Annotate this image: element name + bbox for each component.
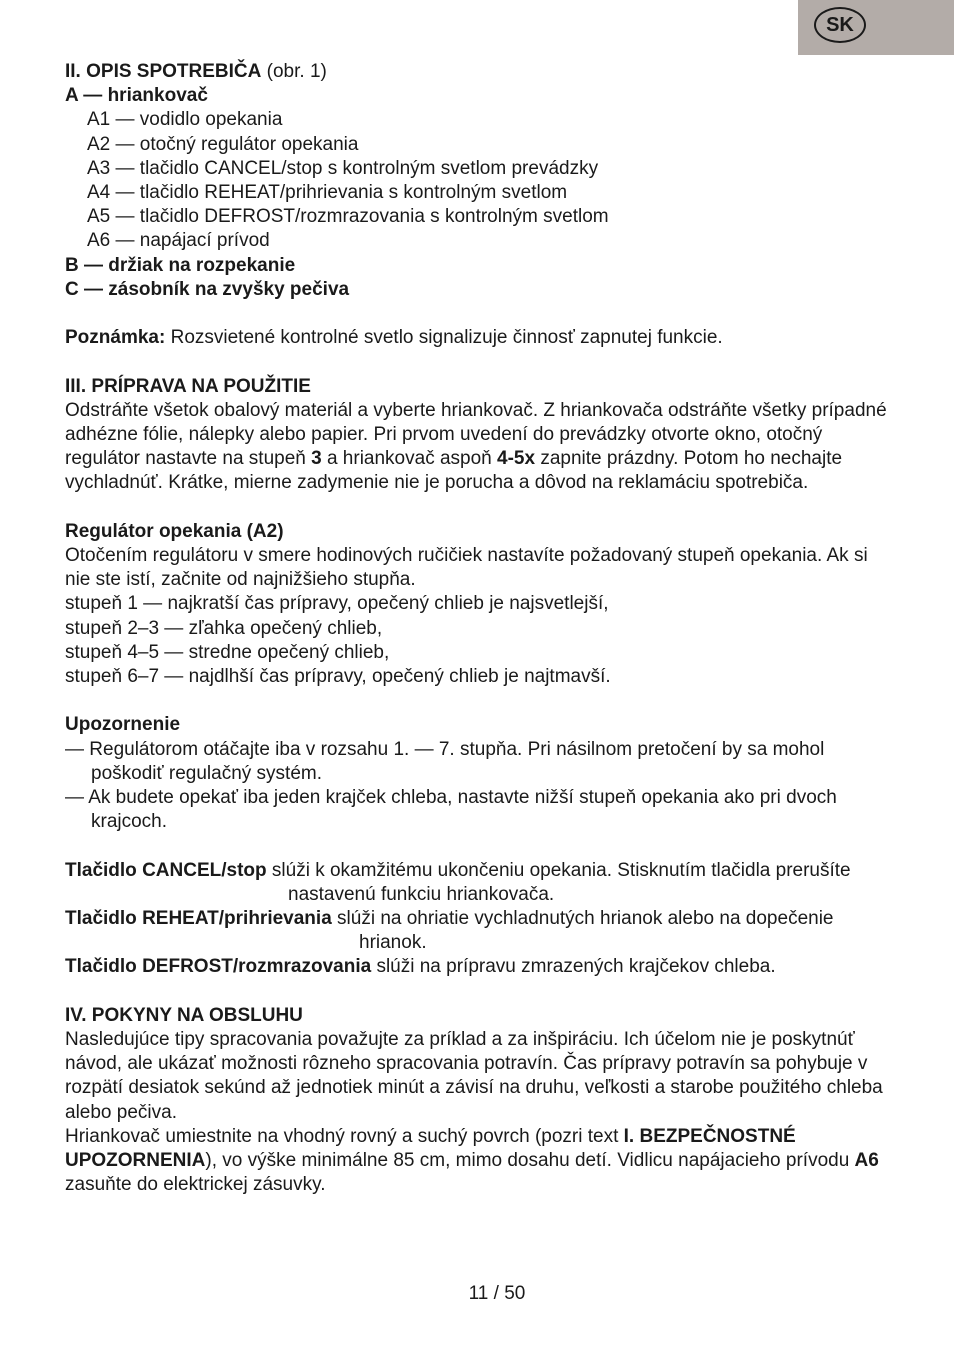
preparation-text-3: zapnite prázdny. Potom ho nechajte vychladnúť. Krátke, mierne zadymenie nie je porucha a dôvod na reklamáciu spotrebiča.	[65, 448, 843, 494]
operation-paragraph-2	[65, 1125, 895, 1198]
defrost-button-text: slúži na prípravu zmrazených krajčekov chleba.	[371, 956, 776, 978]
defrost-button-description	[65, 955, 895, 979]
page-number: 11 / 50	[468, 1283, 526, 1304]
warning-heading: Upozornenie	[65, 714, 181, 736]
page-content	[65, 60, 895, 1197]
operation-text-3: zasuňte do elektrickej zásuvky.	[65, 1174, 326, 1196]
defrost-button-label: Tlačidlo DEFROST/rozmrazovania	[65, 956, 372, 978]
part-a6: A6 — napájací prívod	[87, 230, 270, 252]
section-heading-preparation: III. PRÍPRAVA NA POUŽITIE	[65, 375, 311, 397]
reheat-button-description	[65, 907, 895, 955]
cancel-button-label: Tlačidlo CANCEL/stop	[65, 859, 267, 881]
regulator-level-4-5: stupeň 4–5 — stredne opečený chlieb,	[65, 641, 390, 663]
cancel-button-description	[65, 859, 895, 907]
part-a5: A5 — tlačidlo DEFROST/rozmrazovania s kontrolným svetlom	[87, 206, 609, 228]
part-a2: A2 — otočný regulátor opekania	[87, 133, 359, 155]
preparation-text-2: a hriankovač aspoň	[321, 448, 498, 470]
section-heading-operation: IV. POKYNY NA OBSLUHU	[65, 1004, 303, 1026]
section-title: II. OPIS SPOTREBIČA	[65, 61, 262, 82]
warning-item-1: — Regulátorom otáčajte iba v rozsahu 1. — 7. stupňa. Pri násilnom pretočení by sa mohol poškodiť regulačný systém.	[65, 738, 825, 784]
note-label: Poznámka:	[65, 327, 166, 349]
language-badge: SK	[814, 7, 866, 43]
note-paragraph	[65, 326, 895, 350]
preparation-text-1: Odstráňte všetok obalový materiál a vyberte hriankovač. Z hriankovača odstráňte všetky prípadné adhézne fólie, nálepky alebo papier. Pri prvom uvedení do prevádzky otvorte okno, otočný regulátor nastavte na stupeň	[65, 399, 887, 470]
regulator-level-6-7: stupeň 6–7 — najdlhší čas prípravy, opečený chlieb je najtmavší.	[65, 666, 611, 688]
part-a4: A4 — tlačidlo REHEAT/prihrievania s kontrolným svetlom	[87, 182, 568, 204]
operation-text-1: Hriankovač umiestnite na vhodný rovný a suchý povrch (pozri text	[65, 1125, 624, 1147]
figure-reference: (obr. 1)	[261, 61, 327, 82]
reheat-button-text: slúži na ohriatie vychladnutých hrianok alebo na dopečenie hrianok.	[331, 908, 834, 954]
cancel-button-text: slúži k okamžitému ukončeniu opekania. Stisknutím tlačidla prerušíte nastavenú funkciu hriankovača.	[266, 859, 851, 905]
preparation-paragraph	[65, 399, 895, 496]
warning-item-2: — Ak budete opekať iba jeden krajček chleba, nastavte nižší stupeň opekania ako pri dvoch krajcoch.	[65, 787, 837, 833]
part-a1: A1 — vodidlo opekania	[87, 109, 283, 131]
language-tab	[798, 0, 954, 55]
regulator-heading: Regulátor opekania (A2)	[65, 520, 284, 542]
power-cord-reference: A6	[854, 1150, 879, 1172]
part-c-heading: C — zásobník na zvyšky pečiva	[65, 278, 350, 300]
part-b-heading: B — držiak na rozpekanie	[65, 254, 296, 276]
preparation-level: 3	[311, 448, 322, 470]
regulator-level-2-3: stupeň 2–3 — zľahka opečený chlieb,	[65, 617, 383, 639]
part-a-heading: A — hriankovač	[65, 85, 208, 107]
regulator-level-1: stupeň 1 — najkratší čas prípravy, opečený chlieb je najsvetlejší,	[65, 593, 609, 615]
preparation-repeat: 4-5x	[497, 448, 536, 470]
safety-reference: I. BEZPEČNOSTNÉ UPOZORNENIA	[65, 1125, 796, 1172]
part-a3: A3 — tlačidlo CANCEL/stop s kontrolným svetlom prevádzky	[87, 157, 599, 179]
operation-text-2: ), vo výške minimálne 85 cm, mimo dosahu detí. Vidlicu napájacieho prívodu	[205, 1150, 855, 1172]
note-text: Rozsvietené kontrolné svetlo signalizuje činnosť zapnutej funkcie.	[165, 327, 723, 349]
regulator-intro: Otočením regulátoru v smere hodinových ručičiek nastavíte požadovaný stupeň opekania. Ak si nie ste istí, začnite od najnižšieho stupňa.	[65, 545, 868, 591]
operation-paragraph-1: Nasledujúce tipy spracovania považujte za príklad a za inšpiráciu. Ich účelom nie je poskytnúť návod, ale ukázať možnosti rôzneho spracovania potravín. Čas prípravy potravín sa pohybuje v rozpätí desiatok sekúnd až jednotiek minút a závisí na druhu, veľkosti a starobe použitého chleba alebo pečiva.	[65, 1029, 883, 1123]
reheat-button-label: Tlačidlo REHEAT/prihrievania	[65, 908, 332, 930]
section-heading-description	[65, 60, 895, 84]
